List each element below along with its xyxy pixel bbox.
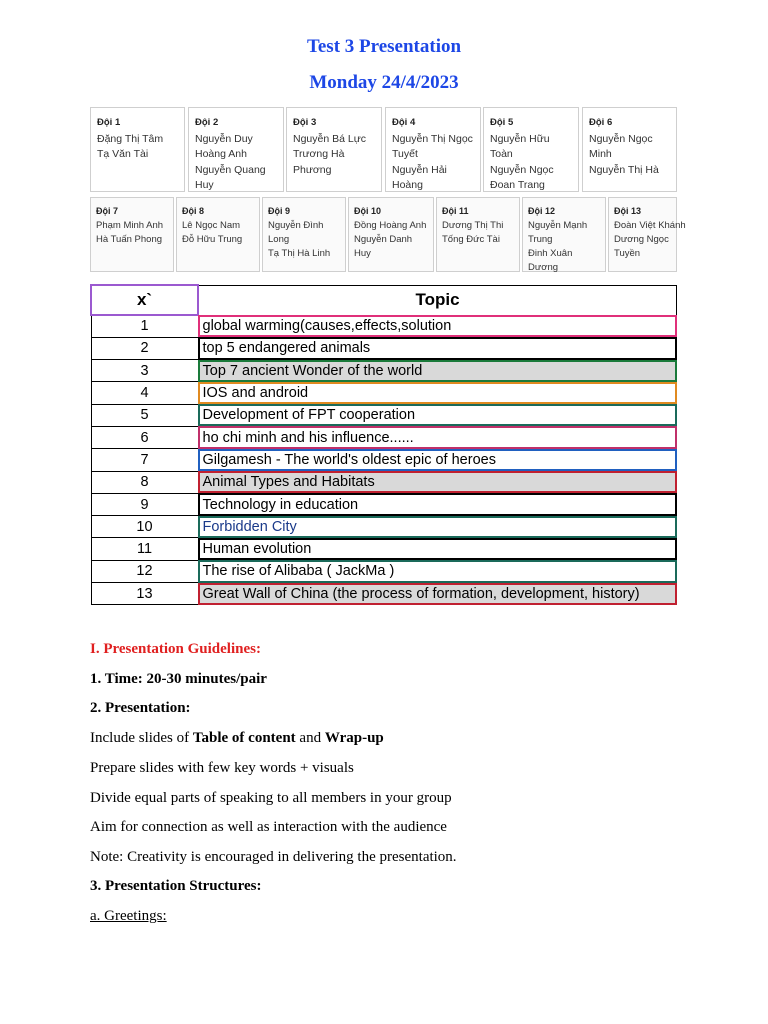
team-member: Tạ Văn Tài — [97, 148, 149, 160]
team-card — [348, 197, 434, 272]
team-name: Đội 13 — [614, 206, 642, 216]
topic-text: Great Wall of China (the process of formation, development, history) — [198, 583, 677, 605]
team-member: Nguyễn Duy — [195, 132, 253, 145]
team-name: Đội 2 — [195, 117, 219, 128]
team-name: Đội 8 — [182, 206, 205, 216]
team-member: Nguyễn Ngọc — [490, 163, 554, 176]
topic-number: 11 — [91, 538, 198, 560]
team-member: Phạm Minh Anh — [96, 220, 164, 231]
topic-number: 8 — [91, 471, 198, 493]
topic-number: 9 — [91, 493, 198, 515]
guideline-include — [90, 730, 384, 747]
include-prefix: Include slides of — [90, 730, 193, 746]
guideline-connection: Aim for connection as well as interaction with the audience — [90, 819, 447, 835]
topic-number: 5 — [91, 404, 198, 426]
table-row — [91, 493, 677, 515]
team-card — [90, 197, 174, 272]
table-row — [91, 449, 677, 471]
team-member: Nguyễn Mạnh — [528, 220, 588, 231]
team-card — [483, 107, 579, 192]
table-row — [91, 538, 677, 560]
team-member: Nguyễn Đình Long — [268, 220, 324, 245]
team-card — [188, 107, 284, 192]
team-member: Tuyền — [614, 248, 641, 259]
team-member: Nguyễn Thị Ngọc — [392, 132, 473, 145]
topic-text: Animal Types and Habitats — [198, 471, 677, 493]
team-name: Đội 7 — [96, 206, 119, 216]
team-member: Nguyễn Thị Hà — [589, 163, 659, 176]
topic-text: Development of FPT cooperation — [198, 404, 677, 426]
team-card — [582, 107, 677, 192]
guideline-speaking: Divide equal parts of speaking to all members in your group — [90, 790, 452, 806]
team-name: Đội 1 — [97, 117, 121, 128]
team-name: Đội 11 — [442, 206, 469, 216]
guideline-slides: Prepare slides with few key words + visuals — [90, 760, 354, 776]
team-member: Phương — [293, 163, 332, 176]
page-title: Test 3 Presentation — [306, 36, 462, 57]
team-member: Đặng Thị Tâm — [97, 132, 164, 145]
team-member: Nguyễn Ngọc — [589, 132, 653, 145]
topic-text: ho chi minh and his influence...... — [198, 426, 677, 448]
guideline-presentation: 2. Presentation: — [90, 700, 191, 716]
topic-number: 12 — [91, 560, 198, 582]
include-toc: Table of content — [192, 730, 296, 746]
team-card — [522, 197, 606, 272]
table-row — [91, 315, 677, 337]
team-member: Trung — [528, 234, 553, 245]
team-card — [90, 107, 185, 192]
team-member: Nguyễn Danh Huy — [354, 234, 413, 259]
team-name: Đội 4 — [392, 117, 416, 128]
team-member: Tạ Thị Hà Linh — [268, 248, 331, 259]
topic-number: 3 — [91, 360, 198, 382]
team-member: Dương Ngọc — [614, 234, 669, 245]
team-name: Đội 6 — [589, 117, 613, 128]
team-grid-row2 — [90, 197, 686, 273]
topic-number: 2 — [91, 337, 198, 359]
team-member: Tống Đức Tài — [442, 234, 500, 245]
topic-text: The rise of Alibaba ( JackMa ) — [198, 560, 677, 582]
team-member: Nguyễn Bá Lực — [293, 132, 366, 145]
table-row — [91, 337, 677, 359]
topic-text: Gilgamesh - The world's oldest epic of heroes — [198, 449, 677, 471]
team-member: Nguyễn Hải — [392, 163, 447, 176]
team-member: Đồng Hoàng Anh — [354, 220, 427, 231]
guideline-structures: 3. Presentation Structures: — [90, 878, 262, 894]
topic-number: 4 — [91, 382, 198, 404]
team-name: Đội 5 — [490, 117, 514, 128]
guideline-greetings: a. Greetings: — [90, 908, 167, 924]
topic-text: global warming(causes,effects,solution — [198, 315, 677, 337]
table-row — [91, 471, 677, 493]
team-member: Đoan Trang — [490, 179, 545, 191]
team-name: Đội 10 — [354, 206, 382, 216]
team-member: Nguyễn Quang — [195, 163, 266, 176]
team-name: Đội 9 — [268, 206, 291, 216]
team-member: Trương Hà — [293, 148, 345, 160]
team-card — [385, 107, 481, 192]
table-row — [91, 404, 677, 426]
team-card — [262, 197, 346, 272]
team-card — [608, 197, 686, 272]
topic-number: 10 — [91, 516, 198, 538]
column-header-number: x` — [91, 285, 198, 315]
topic-number: 6 — [91, 426, 198, 448]
page-date: Monday 24/4/2023 — [309, 72, 459, 93]
guideline-time: 1. Time: 20-30 minutes/pair — [90, 671, 267, 687]
guidelines-heading: I. Presentation Guidelines: — [90, 641, 261, 657]
table-row — [91, 382, 677, 404]
team-card — [176, 197, 260, 272]
table-row — [91, 360, 677, 382]
topics-table — [90, 284, 677, 605]
team-name: Đội 12 — [528, 206, 556, 216]
topic-number: 7 — [91, 449, 198, 471]
team-member: Hà Tuấn Phong — [96, 234, 163, 245]
team-member: Đinh Xuân Dương — [528, 248, 573, 273]
table-row — [91, 583, 677, 605]
topic-text: IOS and android — [198, 382, 677, 404]
topic-number: 13 — [91, 583, 198, 605]
team-member: Hoàng — [392, 179, 423, 191]
table-row — [91, 426, 677, 448]
team-member: Nguyễn Hữu Toàn — [490, 132, 550, 160]
topic-text: top 5 endangered animals — [198, 337, 677, 359]
team-member: Lê Ngọc Nam — [182, 220, 241, 231]
topic-text: Top 7 ancient Wonder of the world — [198, 360, 677, 382]
column-header-topic: Topic — [198, 285, 677, 315]
team-grid-row1 — [90, 107, 676, 192]
topic-text: Technology in education — [198, 493, 677, 515]
table-row — [91, 560, 677, 582]
team-member: Tuyết — [392, 148, 418, 160]
topic-text: Forbidden City — [198, 516, 677, 538]
team-name: Đội 3 — [293, 117, 317, 128]
team-card — [436, 197, 520, 272]
include-wrapup: Wrap-up — [324, 730, 384, 746]
team-member: Đoàn Việt Khánh — [614, 220, 686, 231]
team-member: Huy — [195, 179, 214, 191]
table-header-row — [91, 285, 677, 315]
team-member: Minh — [589, 148, 612, 160]
guideline-note: Note: Creativity is encouraged in delivering the presentation. — [90, 849, 457, 865]
topic-text: Human evolution — [198, 538, 677, 560]
team-member: Hoàng Anh — [195, 148, 247, 160]
table-row — [91, 516, 677, 538]
include-and: and — [295, 730, 325, 746]
team-member: Dương Thị Thi — [442, 220, 504, 231]
team-card — [286, 107, 382, 192]
team-member: Đỗ Hữu Trung — [182, 234, 243, 245]
topic-number: 1 — [91, 315, 198, 337]
